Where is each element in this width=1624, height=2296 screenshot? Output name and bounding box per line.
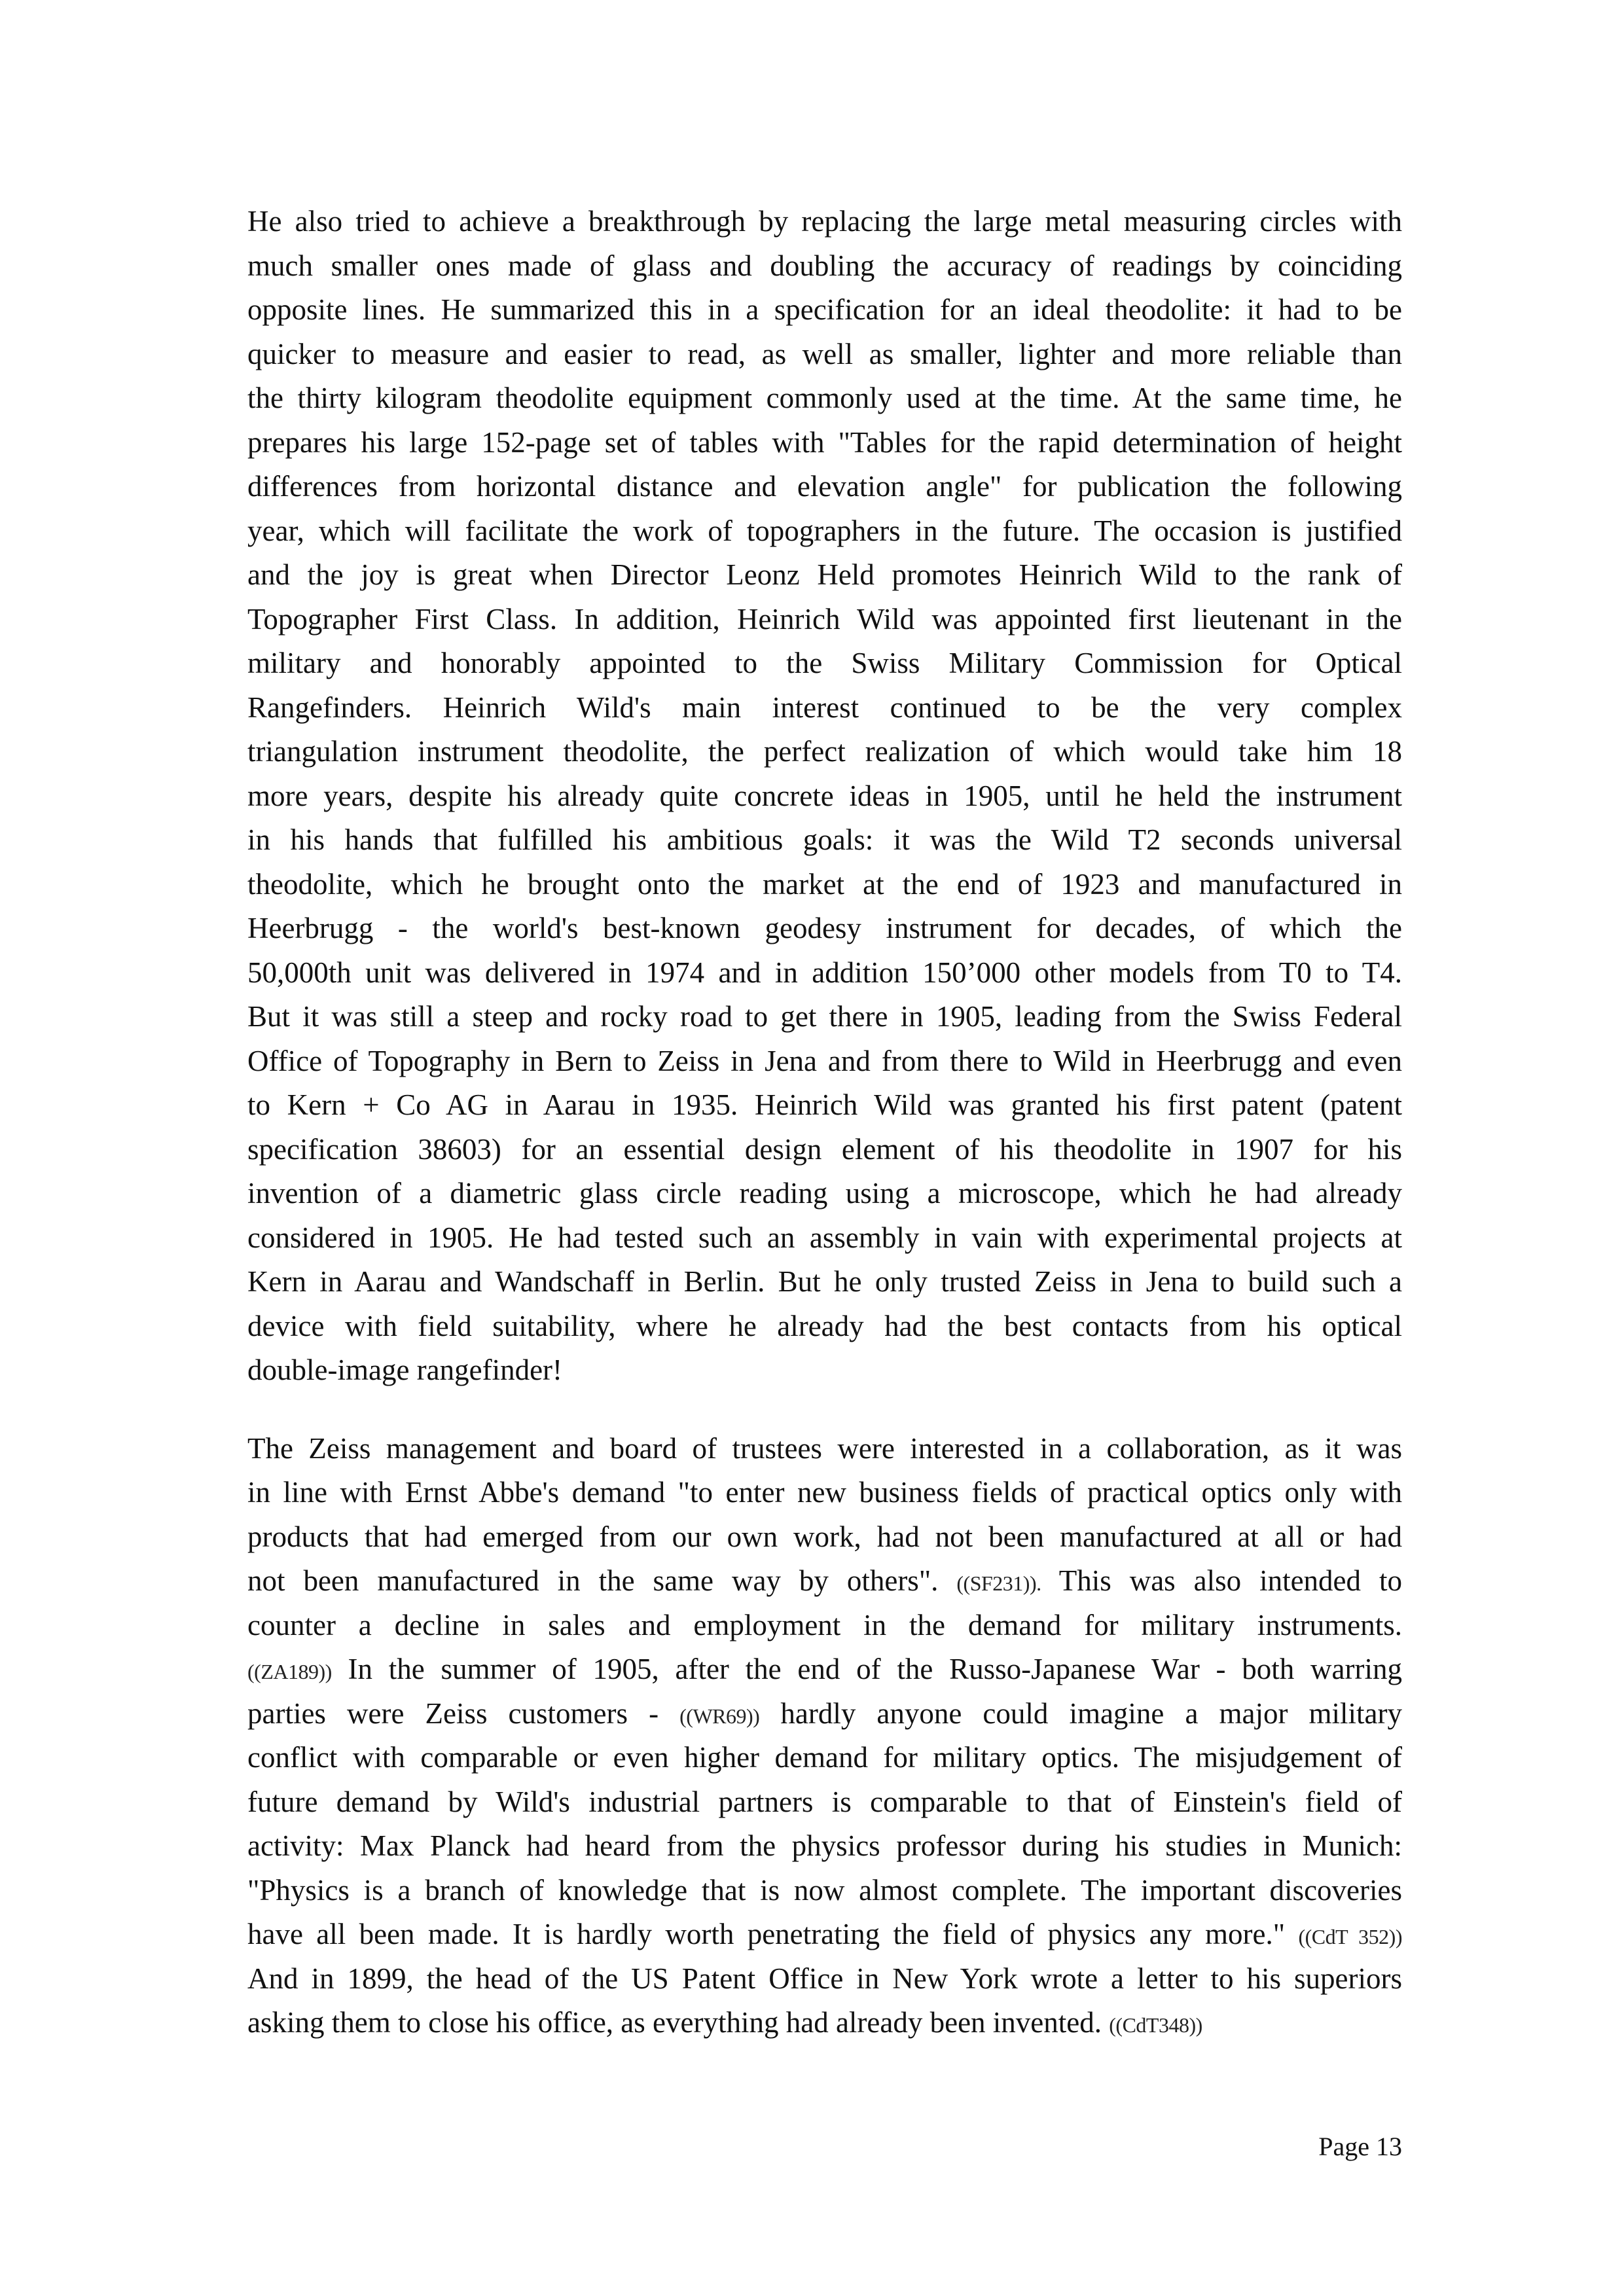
text-run: much smaller ones made of glass and doubling the accuracy of readings by coinciding [247, 249, 1402, 282]
text-run: triangulation instrument theodolite, the perfect realization of which would take him 18 [247, 735, 1402, 768]
text-line [247, 553, 1402, 598]
text-line [247, 288, 1402, 332]
text-run: year, which will facilitate the work of topographers in the future. The occasion is justified [247, 514, 1402, 547]
text-run: in line with Ernst Abbe's demand "to enter new business fields of practical optics only with [247, 1476, 1402, 1509]
text-run: Kern in Aarau and Wandschaff in Berlin. But he only trusted Zeiss in Jena to build such a [247, 1265, 1402, 1298]
text-run: products that had emerged from our own work, had not been manufactured at all or had [247, 1520, 1402, 1553]
text-run: more years, despite his already quite concrete ideas in 1905, until he held the instrument [247, 779, 1402, 812]
text-run: military and honorably appointed to the Swiss Military Commission for Optical [247, 647, 1402, 679]
text-run: invention of a diametric glass circle reading using a microscope, which he had already [247, 1177, 1402, 1210]
text-line [247, 1128, 1402, 1172]
citation-reference: ((SF231)). [956, 1571, 1041, 1595]
text-line [247, 1304, 1402, 1349]
text-line [247, 1039, 1402, 1084]
text-run: He also tried to achieve a breakthrough by replacing the large metal measuring circles with [247, 205, 1402, 238]
text-line [247, 1172, 1402, 1216]
text-line [247, 1348, 1402, 1393]
text-run: theodolite, which he brought onto the market at the end of 1923 and manufactured in [247, 867, 1402, 901]
text-line [247, 906, 1402, 951]
text-line [247, 1604, 1402, 1648]
text-line [247, 421, 1402, 465]
text-run: prepares his large 152-page set of tables with "Tables for the rapid determination of height [247, 425, 1402, 459]
text-line [247, 1216, 1402, 1261]
text-run: not been manufactured in the same way by others". [247, 1564, 957, 1597]
text-line [247, 1869, 1402, 1913]
text-run: in his hands that fulfilled his ambitious goals: it was the Wild T2 seconds universal [247, 823, 1402, 856]
text-run: This was also intended to [1041, 1564, 1402, 1597]
text-run: Topographer First Class. In addition, Heinrich Wild was appointed first lieutenant in the [247, 602, 1402, 636]
text-line [247, 244, 1402, 289]
text-run: device with field suitability, where he already had the best contacts from his optical [247, 1309, 1402, 1342]
text-run: And in 1899, the head of the US Patent Office in New York wrote a letter to his superiors [247, 1962, 1402, 1995]
text-run: the thirty kilogram theodolite equipment commonly used at the time. At the same time, he [247, 382, 1402, 414]
text-run: double-image rangefinder! [247, 1354, 563, 1386]
page-number: Page 13 [1318, 2132, 1402, 2161]
text-line [247, 1260, 1402, 1304]
text-run: quicker to measure and easier to read, as well as smaller, lighter and more reliable than [247, 337, 1402, 370]
text-line [247, 1824, 1402, 1869]
text-line [247, 1692, 1402, 1736]
text-run: But it was still a steep and rocky road to get there in 1905, leading from the Swiss Federal [247, 1000, 1402, 1033]
text-line [247, 1471, 1402, 1515]
text-run: specification 38603) for an essential design element of his theodolite in 1907 for his [247, 1132, 1402, 1166]
text-line [247, 332, 1402, 377]
citation-reference: ((ZA189)) [247, 1660, 332, 1683]
text-run: hardly anyone could imagine a major military [759, 1696, 1403, 1730]
text-run: and the joy is great when Director Leonz Held promotes Heinrich Wild to the rank of [247, 558, 1402, 591]
text-line [247, 818, 1402, 863]
text-run: Heerbrugg - the world's best-known geodesy instrument for decades, of which the [247, 912, 1402, 944]
text-run: Office of Topography in Bern to Zeiss in Jena and from there to Wild in Heerbrugg and even [247, 1044, 1402, 1077]
text-run: In the summer of 1905, after the end of the Russo-Japanese War - both warring [331, 1653, 1402, 1685]
text-run: considered in 1905. He had tested such an assembly in vain with experimental projects at [247, 1221, 1402, 1254]
text-line [247, 686, 1402, 730]
text-run: differences from horizontal distance and elevation angle" for publication the following [247, 470, 1402, 503]
text-run: 50,000th unit was delivered in 1974 and in addition 150’000 other models from T0 to T4. [247, 956, 1402, 989]
text-line [247, 200, 1402, 244]
text-line [247, 376, 1402, 421]
text-line [247, 509, 1402, 554]
text-run: to Kern + Co AG in Aarau in 1935. Heinrich Wild was granted his first patent (patent [247, 1088, 1402, 1121]
text-line [247, 730, 1402, 774]
citation-reference: ((WR69)) [679, 1704, 760, 1728]
text-run: Rangefinders. Heinrich Wild's main interest continued to be the very complex [247, 691, 1402, 724]
text-run: activity: Max Planck had heard from the physics professor during his studies in Munich: [247, 1829, 1402, 1862]
text-line [247, 1780, 1402, 1825]
citation-reference: ((CdT 352)) [1298, 1925, 1402, 1948]
text-line [247, 1957, 1402, 2001]
text-line [247, 1559, 1402, 1604]
text-line [247, 641, 1402, 686]
text-line [247, 1647, 1402, 1692]
text-line [247, 774, 1402, 819]
text-run: have all been made. It is hardly worth penetrating the field of physics any more." [247, 1918, 1299, 1950]
text-line [247, 1083, 1402, 1128]
text-run: "Physics is a branch of knowledge that is now almost complete. The important discoveries [247, 1873, 1402, 1907]
text-line [247, 951, 1402, 996]
text-line [247, 995, 1402, 1039]
text-run: parties were Zeiss customers - [247, 1696, 680, 1730]
text-line [247, 1515, 1402, 1560]
text-line [247, 465, 1402, 509]
text-line [247, 1912, 1402, 1957]
text-run: The Zeiss management and board of trustees were interested in a collaboration, as it was [247, 1431, 1402, 1465]
text-run: counter a decline in sales and employment in the demand for military instruments. [247, 1608, 1402, 1641]
text-run: asking them to close his office, as everything had already been invented. [247, 2006, 1110, 2039]
text-run: future demand by Wild's industrial partners is comparable to that of Einstein's field of [247, 1785, 1402, 1818]
text-line [247, 863, 1402, 907]
text-run: opposite lines. He summarized this in a specification for an ideal theodolite: it had to be [247, 293, 1402, 326]
citation-reference: ((CdT348)) [1109, 2013, 1202, 2037]
text-line [247, 1427, 1402, 1471]
text-line [247, 1736, 1402, 1780]
text-line [247, 2001, 1402, 2045]
text-line [247, 598, 1402, 642]
text-run: conflict with comparable or even higher demand for military optics. The misjudgement of [247, 1741, 1402, 1774]
